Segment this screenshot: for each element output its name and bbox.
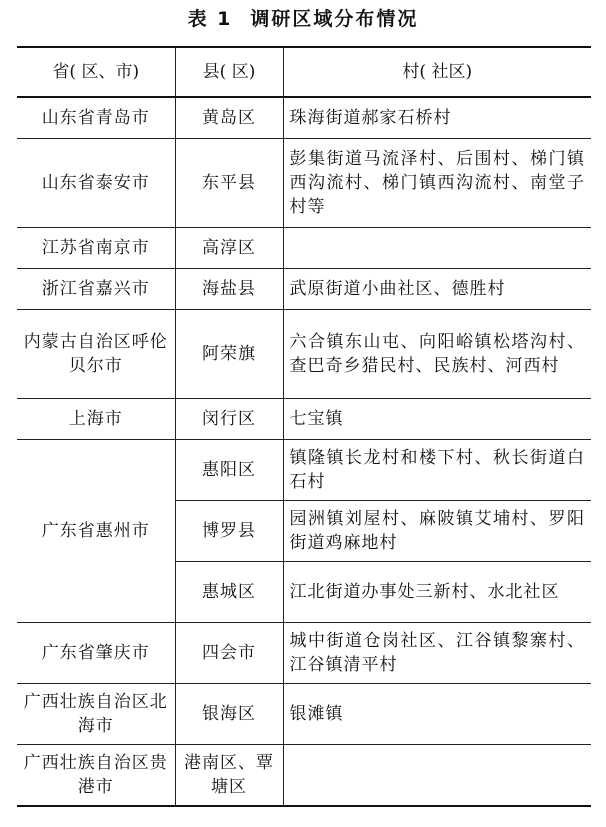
- table-row: [17, 139, 591, 228]
- village-cell: 城中街道仓岗社区、江谷镇黎寨村、江谷镇清平村: [283, 623, 591, 684]
- village-cell: 彭集街道马流泽村、后围村、梯门镇西沟流村、梯门镇西沟流村、南堂子村等: [283, 139, 591, 228]
- county-cell: 博罗县: [175, 501, 283, 562]
- county-cell: 东平县: [175, 139, 283, 228]
- village-cell: 珠海街道郝家石桥村: [283, 97, 591, 139]
- table-row: [17, 399, 591, 440]
- province-cell: 山东省青岛市: [17, 97, 175, 139]
- table-row: [17, 745, 591, 807]
- village-cell: 江北街道办事处三新村、水北社区: [283, 562, 591, 623]
- header-county: 县( 区): [175, 47, 283, 97]
- province-cell: 广东省肇庆市: [17, 623, 175, 684]
- county-cell: 港南区、覃塘区: [175, 745, 283, 807]
- province-cell: 江苏省南京市: [17, 228, 175, 269]
- county-cell: 惠城区: [175, 562, 283, 623]
- county-cell: 银海区: [175, 684, 283, 745]
- village-cell: 六合镇东山屯、向阳峪镇松塔沟村、查巴奇乡猎民村、民族村、河西村: [283, 310, 591, 399]
- province-cell: 浙江省嘉兴市: [17, 269, 175, 310]
- table-row: [17, 440, 591, 501]
- village-cell: 镇隆镇长龙村和楼下村、秋长街道白石村: [283, 440, 591, 501]
- county-cell: 四会市: [175, 623, 283, 684]
- header-province: 省( 区、市): [17, 47, 175, 97]
- header-village: 村( 社区): [283, 47, 591, 97]
- province-cell: 广西壮族自治区北海市: [17, 684, 175, 745]
- table-row: [17, 269, 591, 310]
- village-cell: [283, 745, 591, 807]
- province-cell: 山东省泰安市: [17, 139, 175, 228]
- county-cell: 阿荣旗: [175, 310, 283, 399]
- table-row: [17, 684, 591, 745]
- village-cell: 七宝镇: [283, 399, 591, 440]
- table-row: [17, 97, 591, 139]
- village-cell: 银滩镇: [283, 684, 591, 745]
- county-cell: 黄岛区: [175, 97, 283, 139]
- province-cell: 内蒙古自治区呼伦贝尔市: [17, 310, 175, 399]
- province-cell: 上海市: [17, 399, 175, 440]
- province-cell: 广东省惠州市: [17, 440, 175, 623]
- village-cell: 园洲镇刘屋村、麻陂镇艾埔村、罗阳街道鸡麻地村: [283, 501, 591, 562]
- table-number: 表 1: [187, 8, 233, 30]
- county-cell: 高淳区: [175, 228, 283, 269]
- county-cell: 海盐县: [175, 269, 283, 310]
- county-cell: 闵行区: [175, 399, 283, 440]
- village-cell: [283, 228, 591, 269]
- village-cell: 武原街道小曲社区、德胜村: [283, 269, 591, 310]
- table-row: [17, 228, 591, 269]
- province-cell: 广西壮族自治区贵港市: [17, 745, 175, 807]
- county-cell: 惠阳区: [175, 440, 283, 501]
- table-caption: [0, 6, 606, 32]
- survey-region-table: [17, 46, 591, 807]
- table-row: [17, 310, 591, 399]
- table-header-row: [17, 47, 591, 97]
- table-title: 调研区域分布情况: [250, 8, 419, 30]
- table-row: [17, 623, 591, 684]
